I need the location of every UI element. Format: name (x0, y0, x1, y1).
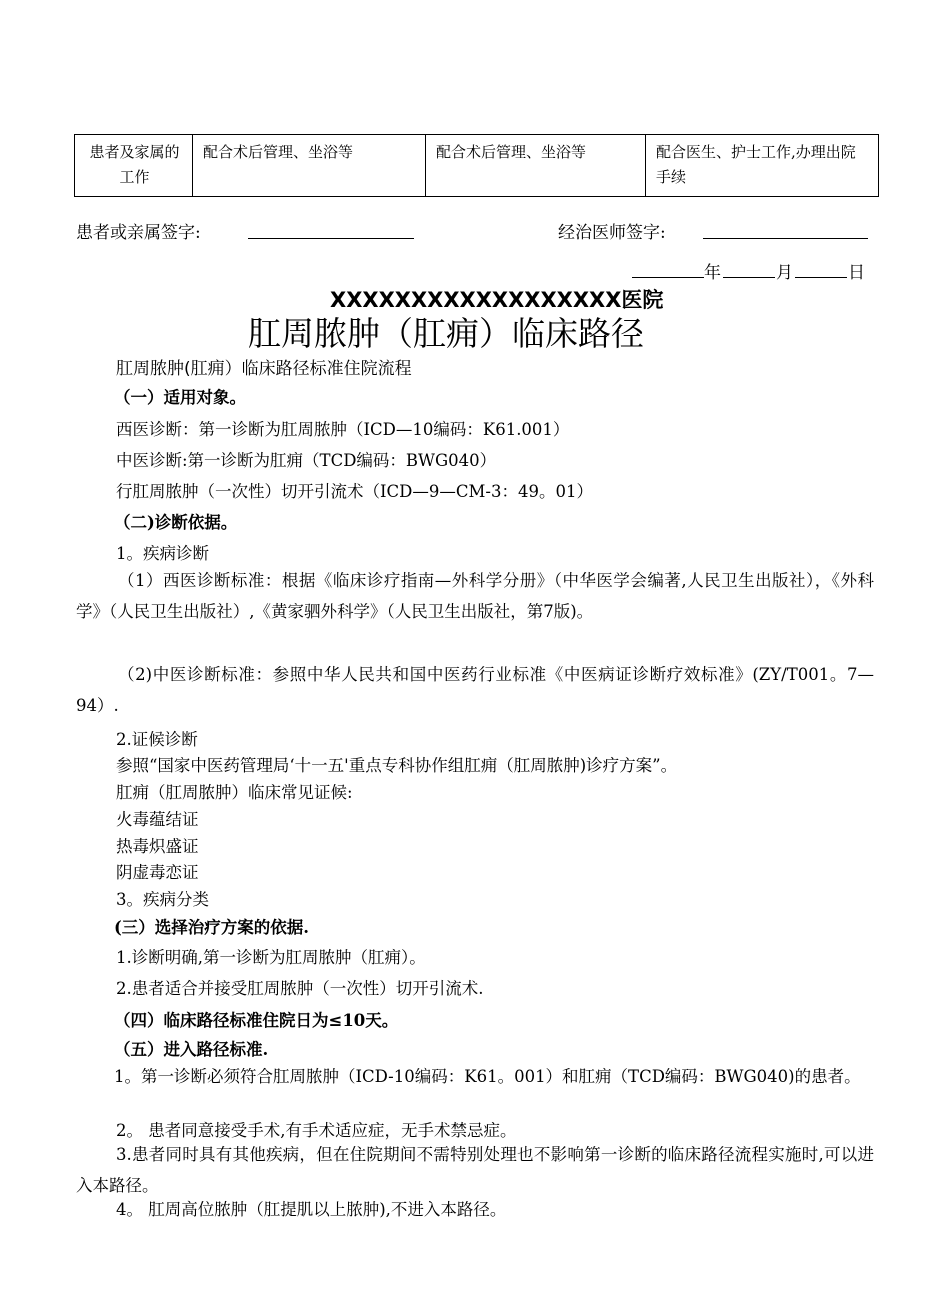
month-line (723, 259, 775, 278)
text-line: 参照“国家中医药管理局‘十一五'重点专科协作组肛痈（肛周脓肿)诊疗方案”。 (116, 756, 678, 775)
text-line: 1。疾病诊断 (116, 544, 209, 563)
day-line (795, 259, 847, 278)
section-heading: (三）选择治疗方案的依据. (114, 918, 310, 937)
text-line: 2.证候诊断 (116, 730, 198, 749)
text-line: 4。 肛周高位脓肿（肛提肌以上脓肿),不进入本路径。 (116, 1200, 507, 1219)
patient-signature-line (248, 220, 414, 239)
patient-signature-label: 患者或亲属签字: (76, 223, 201, 243)
day-label: 日 (848, 263, 865, 283)
text-line: 西医诊断：第一诊断为肛周脓肿（ICD—10编码：K61.001） (116, 420, 570, 439)
text-line: 热毒炽盛证 (116, 837, 199, 856)
text-line: 中医诊断:第一诊断为肛痈（TCD编码：BWG040） (116, 451, 497, 470)
page-subtitle: 肛周脓肿(肛痈）临床路径标准住院流程 (116, 359, 412, 379)
month-label: 月 (776, 263, 793, 283)
doctor-signature (558, 218, 666, 243)
paragraph: （1）西医诊断标准：根据《临床诊疗指南—外科学分册》（中华医学会编著,人民卫生出版社），《外科学》（人民卫生出版社）,《黄家驷外科学》（人民卫生出版社，第7版)。 (76, 571, 874, 621)
doctor-signature-line (703, 220, 868, 239)
text-line: 1.诊断明确,第一诊断为肛周脓肿（肛痈）。 (116, 948, 426, 967)
section-heading: （二)诊断依据。 (114, 513, 238, 532)
text-line: 3。疾病分类 (116, 890, 209, 909)
care-table (74, 134, 879, 197)
doctor-signature-label: 经治医师签字: (558, 223, 666, 243)
row-header-cell: 患者及家属的工作 (75, 135, 193, 197)
paragraph: 3.患者同时具有其他疾病，但在住院期间不需特别处理也不影响第一诊断的临床路径流程实施时,可以进入本路径。 (76, 1145, 874, 1195)
section-heading: （五）进入路径标准. (114, 1040, 269, 1059)
text-line: 火毒蕴结证 (116, 810, 199, 829)
text-line: 阴虚毒恋证 (116, 863, 199, 882)
section-heading: （一）适用对象。 (114, 388, 246, 407)
text-line: 2。 患者同意接受手术,有手术适应症，无手术禁忌症。 (116, 1121, 517, 1140)
table-cell: 配合术后管理、坐浴等 (426, 135, 646, 197)
hospital-name: XXXXXXXXXXXXXXXXXX医院 (330, 288, 664, 312)
year-line (632, 259, 704, 278)
text-line: 行肛周脓肿（一次性）切开引流术（ICD—9—CM-3：49。01） (116, 482, 593, 501)
table-cell: 配合医生、护士工作,办理出院手续 (646, 135, 879, 197)
patient-signature (76, 218, 201, 243)
text-line: 肛痈（肛周脓肿）临床常见证候: (116, 783, 353, 802)
year-label: 年 (704, 263, 721, 283)
table-cell: 配合术后管理、坐浴等 (193, 135, 426, 197)
text-line: 2.患者适合并接受肛周脓肿（一次性）切开引流术. (116, 979, 484, 998)
paragraph: （2)中医诊断标准：参照中华人民共和国中医药行业标准《中医病证诊断疗效标准》(ZY/T001。7—94）. (76, 665, 874, 715)
paragraph: 1。第一诊断必须符合肛周脓肿（ICD-10编码：K61。001）和肛痈（TCD编码：BWG040)的患者。 (114, 1067, 861, 1086)
section-heading: （四）临床路径标准住院日为≤10天。 (114, 1011, 399, 1030)
page-title: 肛周脓肿（肛痈）临床路径 (248, 314, 644, 353)
table-row (75, 135, 879, 197)
